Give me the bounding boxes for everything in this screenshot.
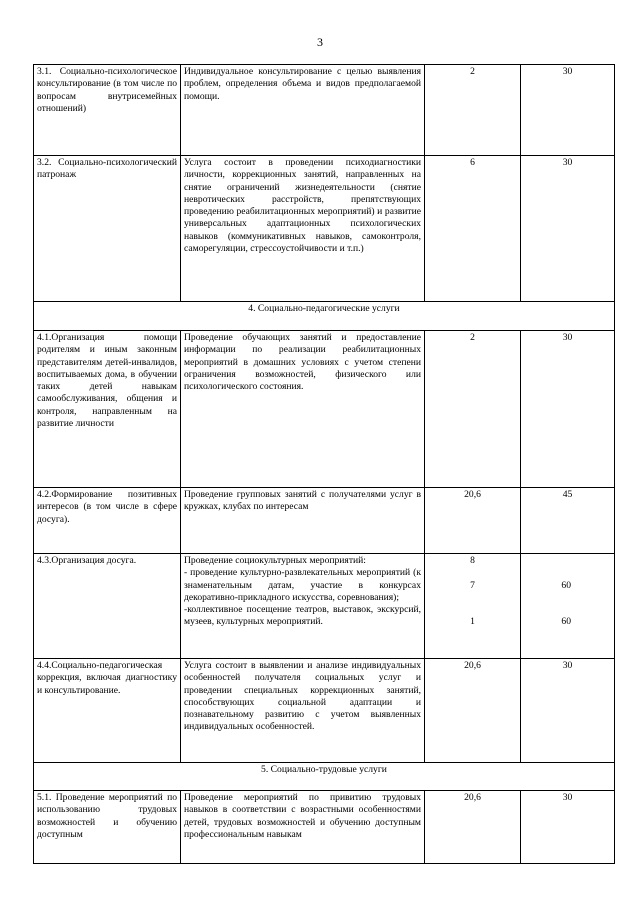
description-item: - проведение культурно-развлекательных мероприятий (к знаменательным датам, участие в конкурсах декоративно-прикладного искусства, соревнования); xyxy=(184,567,421,603)
duration-value: 30 xyxy=(521,156,615,302)
duration-value: 30 xyxy=(521,659,615,763)
frequency-value: 8 xyxy=(470,555,475,566)
table-row xyxy=(34,791,615,864)
frequency-value: 1 xyxy=(470,616,475,628)
duration-value: 60 xyxy=(561,616,571,628)
table-row xyxy=(34,488,615,554)
duration-value: 45 xyxy=(521,488,615,554)
service-description xyxy=(181,554,425,659)
service-description: Услуга состоит в проведении психодиагностики личности, коррекционных занятий, направленных на снятие ограничений жизнедеятельности (снятие невротических расстройств, препятствующих проведению реабилитационных мероприятий) и развитие универсальных адаптационных психологических навыков (коммуникативных навыков, самоконтроля, саморегуляции, стрессоустойчивости и т.п.) xyxy=(181,156,425,302)
duration-cell xyxy=(521,554,615,659)
service-description: Проведение мероприятий по привитию трудовых навыков в соответствии с возрастными особенностями детей, трудовых возможностей и обучению доступным профессиональным навыкам xyxy=(181,791,425,864)
frequency-value: 20,6 xyxy=(425,659,521,763)
frequency-value: 6 xyxy=(425,156,521,302)
table-row xyxy=(34,554,615,659)
service-name: 4.3.Организация досуга. xyxy=(34,554,181,659)
description-item: -коллективное посещение театров, выставок, экскурсий, музеев, культурных мероприятий. xyxy=(184,604,421,628)
page-number: 3 xyxy=(317,35,323,49)
service-name: 4.2.Формирование позитивных интересов (в том числе в сфере досуга). xyxy=(34,488,181,554)
section-title: 4. Социально-педагогические услуги xyxy=(34,302,615,331)
frequency-value: 20,6 xyxy=(425,791,521,864)
duration-value: 30 xyxy=(521,791,615,864)
frequency-value: 20,6 xyxy=(425,488,521,554)
table-row xyxy=(34,659,615,763)
frequency-value: 7 xyxy=(470,579,475,591)
section-title: 5. Социально-трудовые услуги xyxy=(34,763,615,791)
section-header-row xyxy=(34,763,615,791)
service-name: 4.1.Организация помощи родителям и иным законным представителям детей-инвалидов, воспитываемых дома, в обучении таких детей навыкам самообслуживания, общения и контроля, направленным на развитие личности xyxy=(34,331,181,488)
service-description: Услуга состоит в выявлении и анализе индивидуальных особенностей получателя социальных услуг и проведении специальных коррекционных занятий, способствующих социальной адаптации и познавательному развитию с учетом выявленных индивидуальных особенностей. xyxy=(181,659,425,763)
service-name: 3.2. Социально-психологический патронаж xyxy=(34,156,181,302)
table-row xyxy=(34,156,615,302)
service-name: 4.4.Социально-педагогическая коррекция, включая диагностику и консультирование. xyxy=(34,659,181,763)
table-row xyxy=(34,65,615,156)
duration-value: 60 xyxy=(561,579,571,591)
section-header-row xyxy=(34,302,615,331)
frequency-value: 2 xyxy=(425,331,521,488)
service-name: 5.1. Проведение мероприятий по использованию трудовых возможностей и обучению доступным xyxy=(34,791,181,864)
service-description: Индивидуальное консультирование с целью выявления проблем, определения объема и видов предполагаемой помощи. xyxy=(181,65,425,156)
duration-value: 30 xyxy=(521,65,615,156)
duration-value: 30 xyxy=(521,331,615,488)
table-row xyxy=(34,331,615,488)
services-table xyxy=(33,64,615,864)
service-description: Проведение обучающих занятий и предоставление информации по реализации реабилитационных мероприятий в домашних условиях с учетом степени ограничения возможностей, физического или психологического состояния. xyxy=(181,331,425,488)
frequency-value: 2 xyxy=(425,65,521,156)
frequency-cell xyxy=(425,554,521,659)
description-heading: Проведение социокультурных мероприятий: xyxy=(184,555,366,566)
service-description: Проведение групповых занятий с получателями услуг в кружках, клубах по интересам xyxy=(181,488,425,554)
service-name: 3.1. Социально-психологическое консультирование (в том числе по вопросам внутрисемейных отношений) xyxy=(34,65,181,156)
